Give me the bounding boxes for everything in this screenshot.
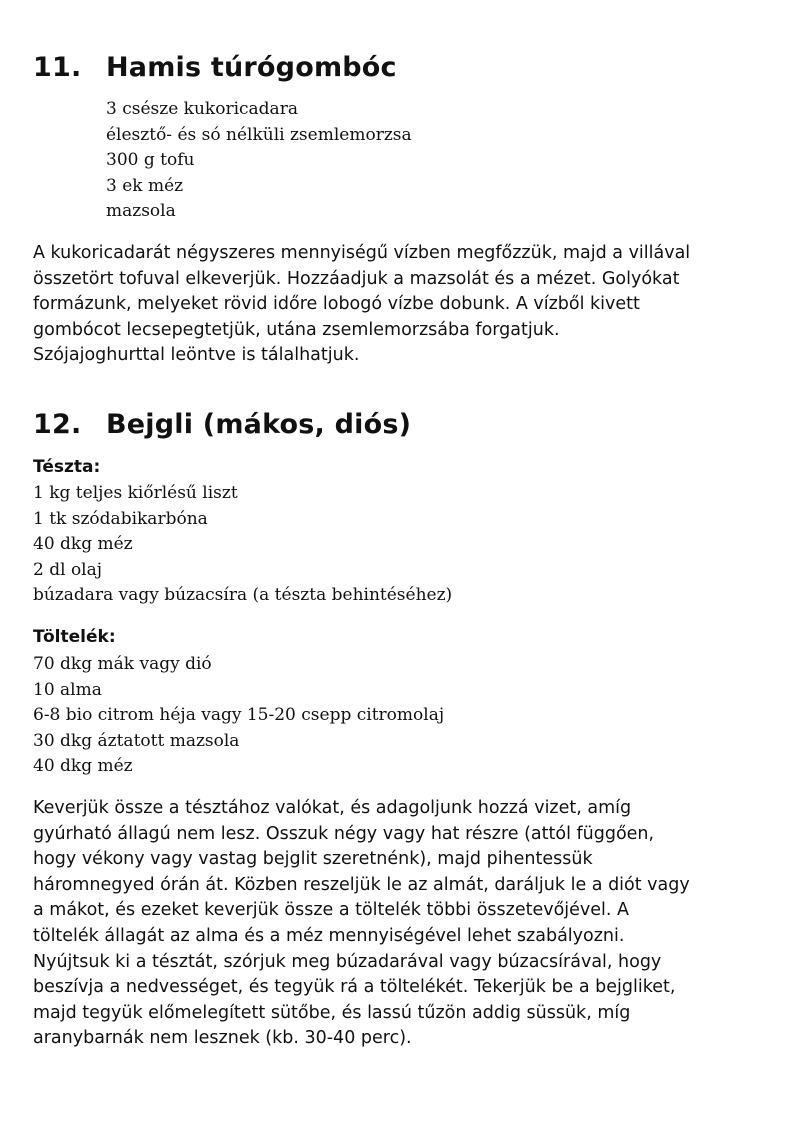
recipe-11-instructions — [33, 241, 690, 369]
ingredient-item: 1 kg teljes kiőrlésű liszt — [33, 483, 238, 503]
recipe-12-number: 12. — [33, 409, 82, 440]
instruction-line: gombócot lecsepegtetjük, utána zsemlemorzsába forgatjuk. — [33, 319, 560, 340]
ingredient-item: 40 dkg méz — [33, 756, 133, 776]
instruction-line: összetört tofuval elkeverjük. Hozzáadjuk a mazsolát és a mézet. Golyókat — [33, 268, 680, 289]
recipe-11-number: 11. — [33, 52, 82, 83]
ingredient-item: 3 csésze kukoricadara — [106, 99, 298, 119]
ingredient-item: 300 g tofu — [106, 150, 195, 170]
ingredient-item: búzadara vagy búzacsíra (a tészta behintéséhez) — [33, 585, 453, 605]
ingredient-item: élesztő- és só nélküli zsemlemorzsa — [106, 124, 412, 145]
instruction-line: Nyújtsuk ki a tésztát, szórjuk meg búzadarával vagy búzacsírával, hogy — [33, 951, 662, 972]
filling-label: Töltelék: — [33, 627, 116, 647]
ingredient-item: 30 dkg áztatott mazsola — [33, 730, 240, 751]
ingredient-item: 10 alma — [33, 679, 102, 700]
dough-label: Tészta: — [33, 457, 101, 477]
dough-ingredients — [33, 481, 452, 609]
filling-ingredients — [33, 652, 444, 780]
ingredient-item: 2 dl olaj — [33, 559, 103, 580]
ingredient-item: 40 dkg méz — [33, 534, 133, 554]
instruction-line: beszívja a nedvességet, és tegyük rá a töltelékét. Tekerjük be a bejgliket, — [33, 977, 676, 998]
instruction-line: háromnegyed órán át. Közben reszeljük le az almát, daráljuk le a diót vagy — [33, 874, 690, 895]
ingredient-item: 70 dkg mák vagy dió — [33, 654, 212, 674]
instruction-line: Keverjük össze a tésztához valókat, és adagoljunk hozzá vizet, amíg — [33, 798, 632, 818]
ingredient-item: 3 ek méz — [106, 175, 184, 196]
recipe-12-title: Bejgli (mákos, diós) — [106, 409, 412, 440]
instruction-line: töltelék állagát az alma és a méz mennyiségével lehet szabályozni. — [33, 925, 625, 946]
instruction-line: a mákot, és ezeket keverjük össze a töltelék többi összetevőjével. A — [33, 900, 630, 921]
instruction-line: aranybarnák nem lesznek (kb. 30-40 perc). — [33, 1028, 412, 1049]
ingredient-item: mazsola — [106, 201, 176, 221]
instruction-line: A kukoricadarát négyszeres mennyiségű vízben megfőzzük, majd a villával — [33, 243, 691, 263]
instruction-line: formázunk, melyeket rövid időre lobogó vízbe dobunk. A vízből kivett — [33, 294, 640, 315]
ingredient-item: 1 tk szódabikarbóna — [33, 508, 208, 529]
instruction-line: gyúrható állagú nem lesz. Osszuk négy vagy hat részre (attól függően, — [33, 823, 655, 844]
instruction-line: hogy vékony vagy vastag bejglit szeretnénk), majd pihentessük — [33, 849, 593, 870]
recipe-11-title: Hamis túrógombóc — [106, 52, 397, 83]
recipe-11-ingredients — [106, 97, 412, 225]
ingredient-item: 6-8 bio citrom héja vagy 15-20 csepp citromolaj — [33, 705, 445, 725]
instruction-line: majd tegyük előmelegített sütőbe, és lassú tűzön addig süssük, míg — [33, 1002, 631, 1023]
recipe-12-instructions — [33, 796, 690, 1052]
instruction-line: Szójajoghurttal leöntve is tálalhatjuk. — [33, 345, 360, 366]
